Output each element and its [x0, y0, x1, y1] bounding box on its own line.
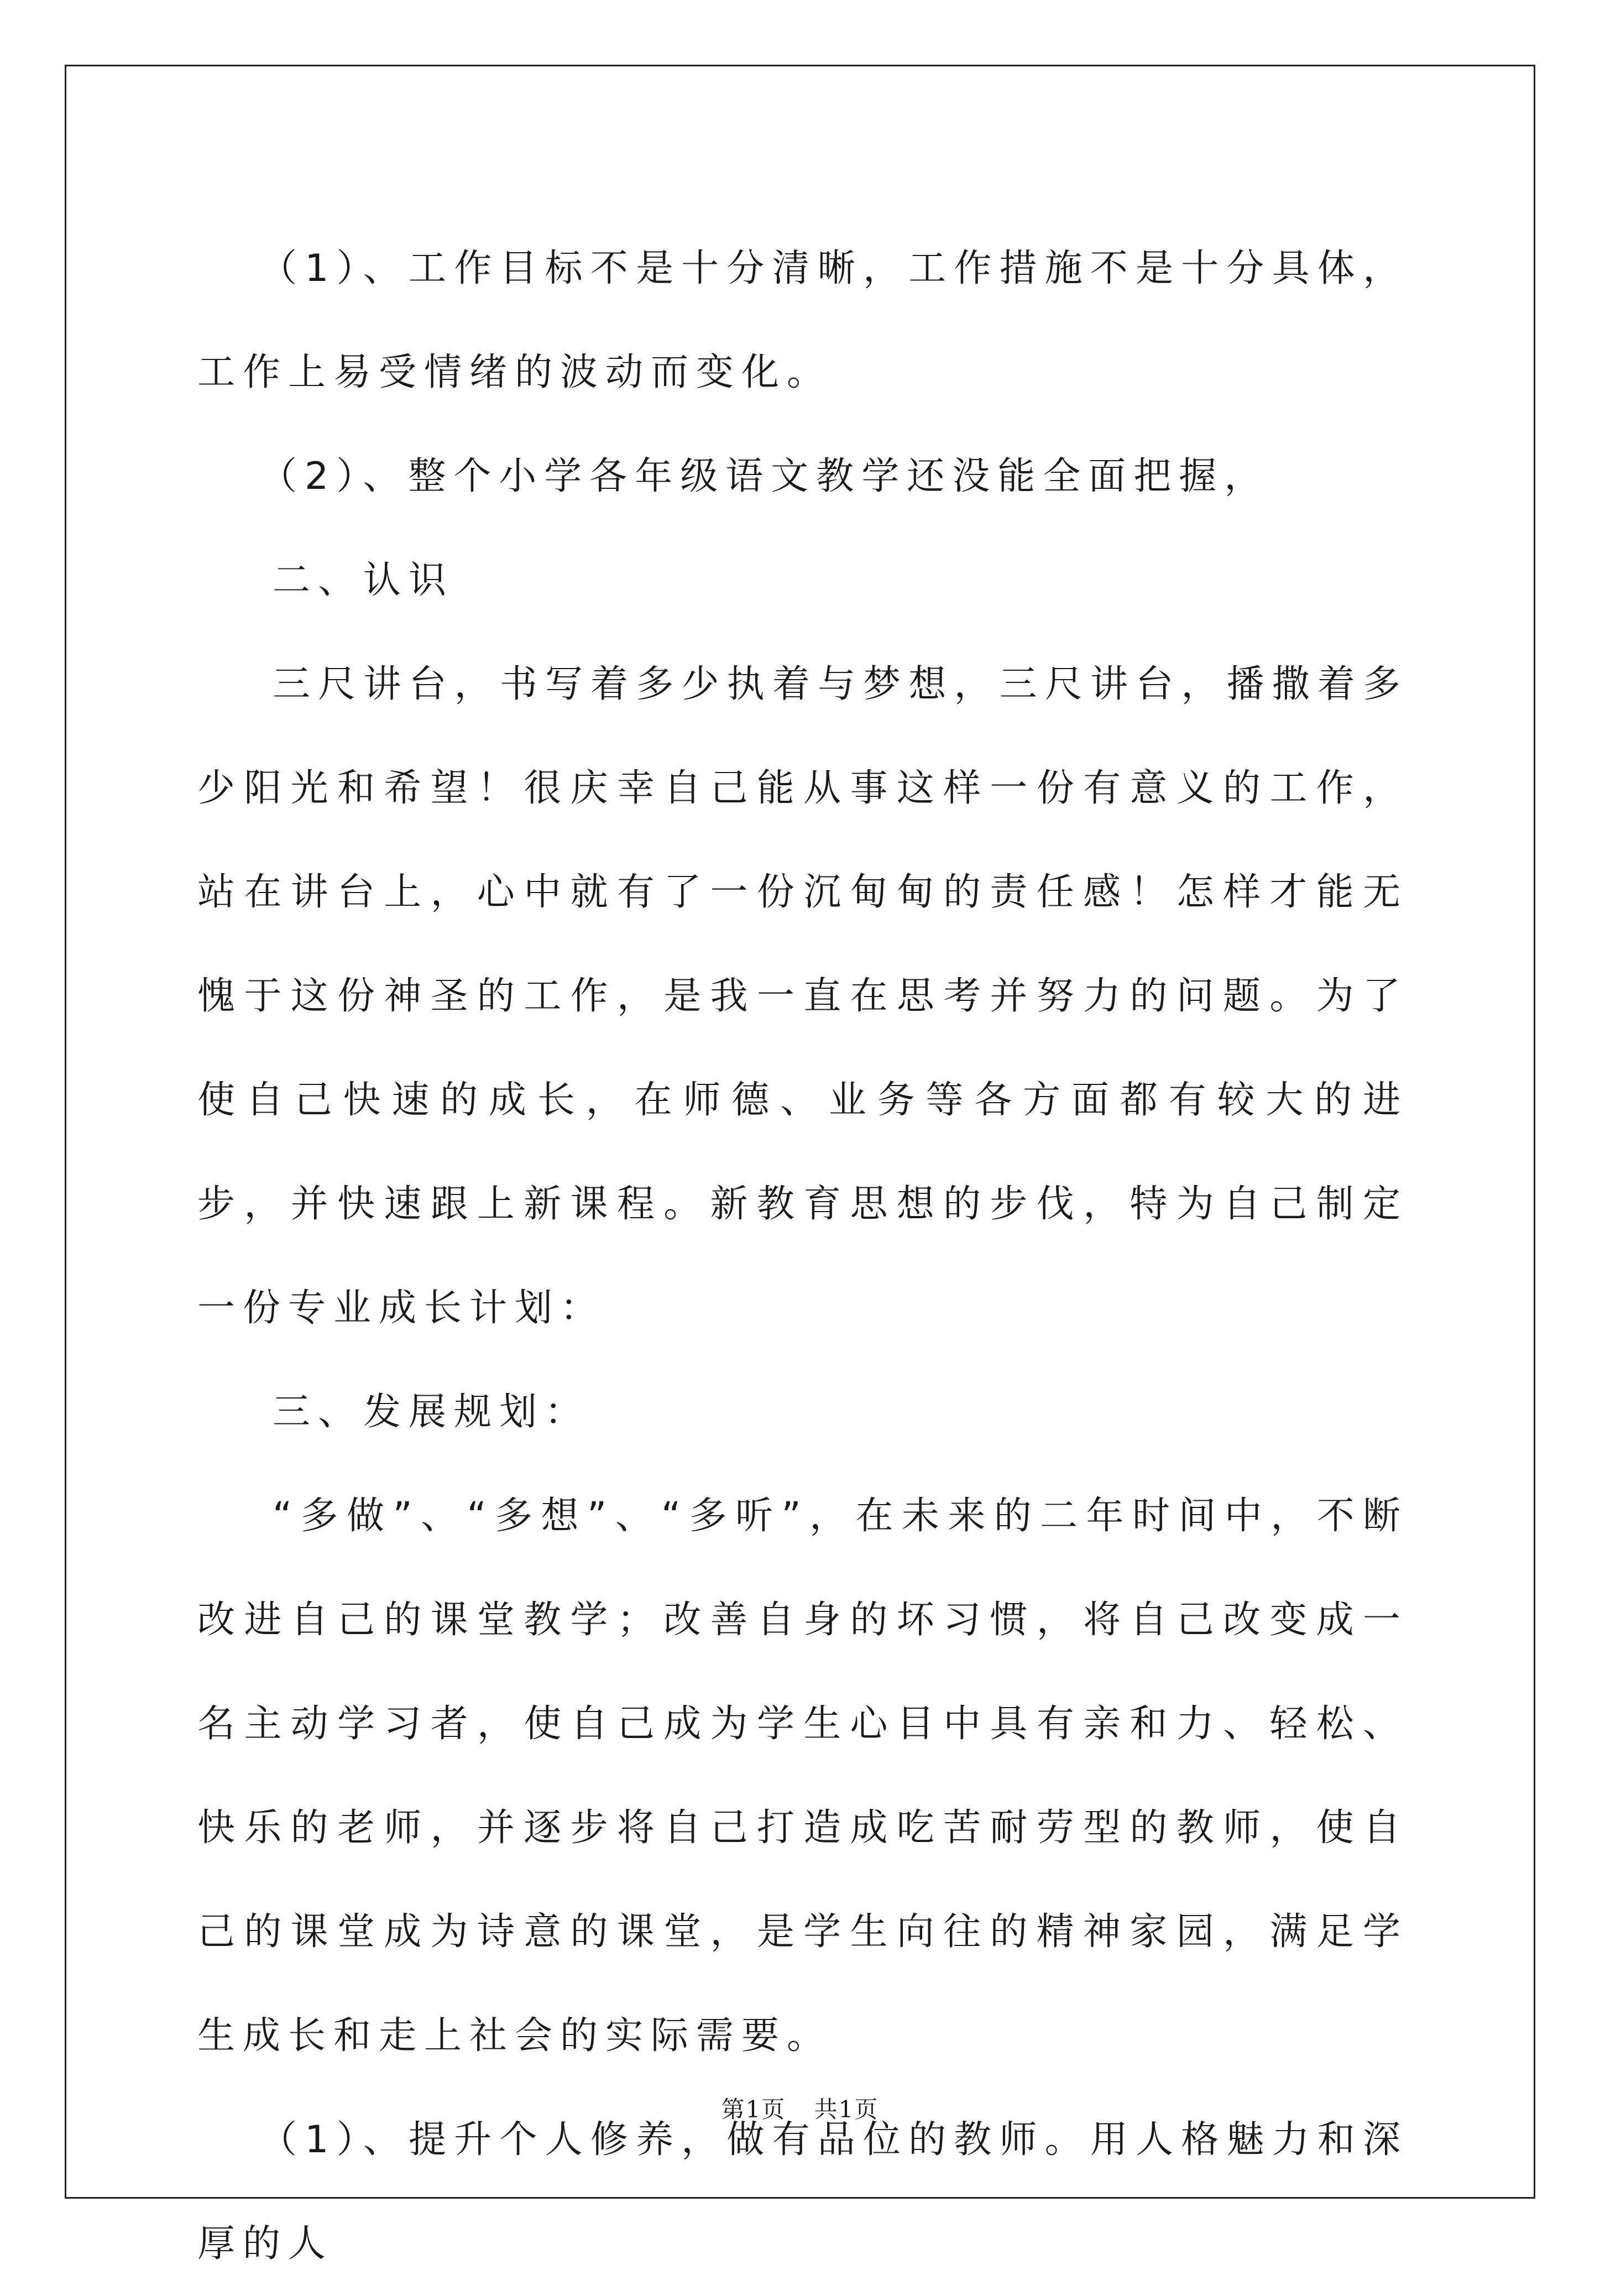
document-body [197, 217, 1408, 2296]
paragraph-problem-2: （2）、整个小学各年级语文教学还没能全面把握， [259, 455, 1270, 498]
page-footer [0, 2091, 1600, 2125]
paragraph-recognition: 三尺讲台，书写着多少执着与梦想，三尺讲台，播撒着多少阳光和希望！很庆幸自己能从事这样一份有意义的工作，站在讲台上，心中就有了一份沉甸甸的责任感！怎样才能无愧于这份神圣的工作，是我一直在思考并努力的问题。为了使自己快速的成长，在师德、业务等各方面都有较大的进步，并快速跟上新课程。新教育思想的步伐，特为自己制定一份专业成长计划： [197, 662, 1408, 1330]
page-number: 第1页 [721, 2096, 786, 2123]
section-heading-recognition: 二、认识 [273, 559, 454, 602]
page-total: 共1页 [814, 2096, 879, 2123]
paragraph-problem-1: （1）、工作目标不是十分清晰，工作措施不是十分具体，工作上易受情绪的波动而变化。 [197, 247, 1408, 394]
paragraph-development-plan: “多做”、“多想”、“多听”，在未来的二年时间中，不断改进自己的课堂教学；改善自身的坏习惯，将自己改变成一名主动学习者，使自己成为学生心目中具有亲和力、轻松、快乐的老师，并逐步将自己打造成吃苦耐劳型的教师，使自己的课堂成为诗意的课堂，是学生向往的精神家园，满足学生成长和走上社会的实际需要。 [197, 1494, 1408, 2058]
section-heading-development-plan: 三、发展规划： [273, 1390, 590, 1434]
paragraph-plan-item-1: （1）、提升个人修养，做有品位的教师。用人格魅力和深厚的人 [197, 2118, 1408, 2266]
